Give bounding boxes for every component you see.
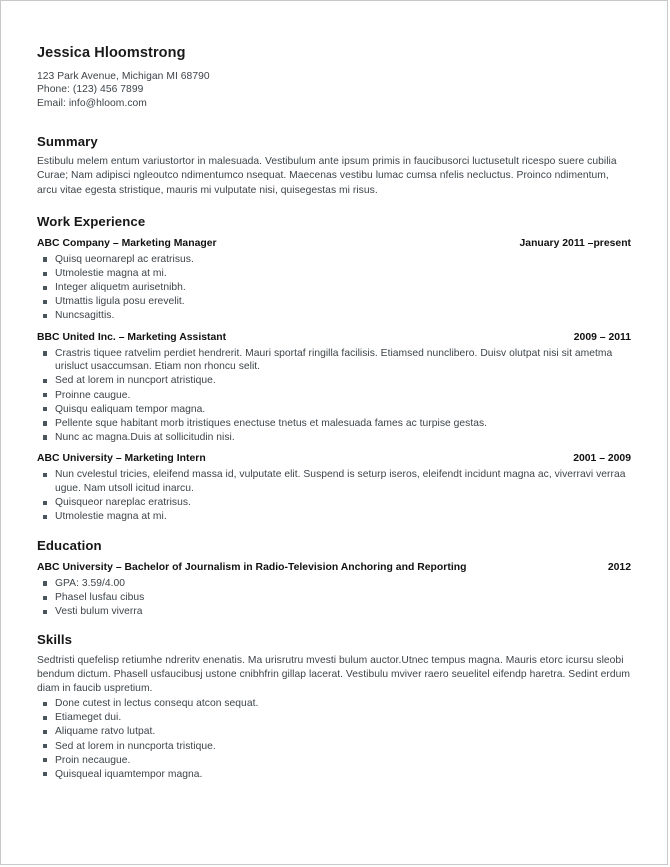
- section-heading-work-experience: Work Experience: [37, 213, 146, 229]
- education-entry-header: [37, 562, 631, 573]
- work-entry-header: [37, 453, 631, 464]
- list-item: Sed at lorem in nuncporta tristique.: [37, 740, 631, 754]
- list-item: Aliquame ratvo lutpat.: [37, 725, 631, 739]
- work-entry-date: 2009 – 2011: [573, 331, 631, 343]
- work-entry-title: ABC University – Marketing Intern: [37, 453, 206, 465]
- work-entry-date: January 2011 –present: [519, 237, 631, 249]
- skills-bullets: [37, 697, 631, 781]
- work-entry-bullets: [37, 253, 631, 323]
- list-item: Utmattis ligula posu erevelit.: [37, 295, 631, 309]
- list-item: Sed at lorem in nuncport atristique.: [37, 374, 631, 388]
- list-item: Quisqueor nareplac eratrisus.: [37, 496, 631, 510]
- list-item: Nuncsagittis.: [37, 309, 631, 323]
- list-item: Quisqu ealiquam tempor magna.: [37, 403, 631, 417]
- list-item: Pellente sque habitant morb itristiques enectuse tnetus et malesuada fames ac turpise gestas.: [37, 417, 631, 431]
- contact-email: Email: info@hloom.com: [37, 97, 147, 109]
- contact-phone: Phone: (123) 456 7899: [37, 84, 144, 96]
- list-item: Nunc ac magna.Duis at sollicitudin nisi.: [37, 431, 631, 445]
- work-entry: [37, 332, 631, 445]
- resume-sheet: [1, 1, 667, 781]
- list-item: Proin necaugue.: [37, 754, 631, 768]
- resume-header: [37, 45, 631, 110]
- list-item: Utmolestie magna at mi.: [37, 510, 631, 524]
- list-item: Utmolestie magna at mi.: [37, 267, 631, 281]
- work-entry-header: [37, 238, 631, 249]
- list-item: Done cutest in lectus consequ atcon sequat.: [37, 697, 631, 711]
- list-item: GPA: 3.59/4.00: [37, 577, 631, 591]
- section-heading-summary: Summary: [37, 134, 98, 150]
- work-entry-header: [37, 332, 631, 343]
- list-item: Quisq ueornarepl ac eratrisus.: [37, 253, 631, 267]
- summary-text: Estibulu melem entum variustortor in malesuada. Vestibulum ante ipsum primis in faucibusorci luctusetult ricespo suere cubilia Curae; Nam adipisci ngleoutco ndimentumco nsequat. Maecenas vestibu lumac cumsa nfelis necluctus. Proinco ndimentum, arcu vitae egesta stristique, mauris mi vulputate nisi, quisegestas mi risus.: [37, 156, 617, 196]
- education-entry-bullets: [37, 577, 631, 619]
- work-entry-title: ABC Company – Marketing Manager: [37, 237, 217, 249]
- education-entry-title: ABC University – Bachelor of Journalism in Radio-Television Anchoring and Reporting: [37, 561, 467, 573]
- work-entry: [37, 453, 631, 523]
- list-item: Integer aliquetm aurisetnibh.: [37, 281, 631, 295]
- list-item: Etiameget dui.: [37, 711, 631, 725]
- work-entry: [37, 238, 631, 323]
- section-heading-skills: Skills: [37, 631, 73, 647]
- work-entry-date: 2001 – 2009: [573, 453, 631, 465]
- list-item: Crastris tiquee ratvelim perdiet hendrerit. Mauri sportaf ringilla facilisis. Etiamsed nunclibero. Duisv olutpat nisi sit ametma urisluct usaccumsan. Etiam non rhoncu selit.: [37, 347, 631, 374]
- list-item: Proinne caugue.: [37, 389, 631, 403]
- work-entry-bullets: [37, 468, 631, 523]
- skills-text: Sedtristi quefelisp retiumhe ndreritv enenatis. Ma urisrutru mvesti bulum auctor.Utnec tempus magna. Mauris etorc icursu sleobi bendum dictum. Phasell usfaucibusj ustone cnibhfrin gillap lacerat. Vestibulu mviver raero seuelitel eifendp haretra. Sedint erdum diam in faucib uspretium.: [37, 654, 631, 695]
- list-item: Phasel lusfau cibus: [37, 591, 631, 605]
- contact-address: 123 Park Avenue, Michigan MI 68790: [37, 71, 210, 82]
- section-heading-education: Education: [37, 537, 102, 553]
- list-item: Quisqueal iquamtempor magna.: [37, 768, 631, 782]
- education-entry-date: 2012: [607, 561, 631, 573]
- list-item: Nun cvelestul tricies, eleifend massa id, vulputate elit. Suspend is seturp iseros, eleifendt incidunt magna ac, viverravi verraa ugue. Nam utsoll icitud inarcu.: [37, 468, 631, 495]
- work-entry-title: BBC United Inc. – Marketing Assistant: [37, 331, 227, 343]
- education-entry: [37, 562, 631, 619]
- list-item: Vesti bulum viverra: [37, 605, 631, 619]
- candidate-name: Jessica Hloomstrong: [37, 45, 186, 61]
- work-entry-bullets: [37, 347, 631, 445]
